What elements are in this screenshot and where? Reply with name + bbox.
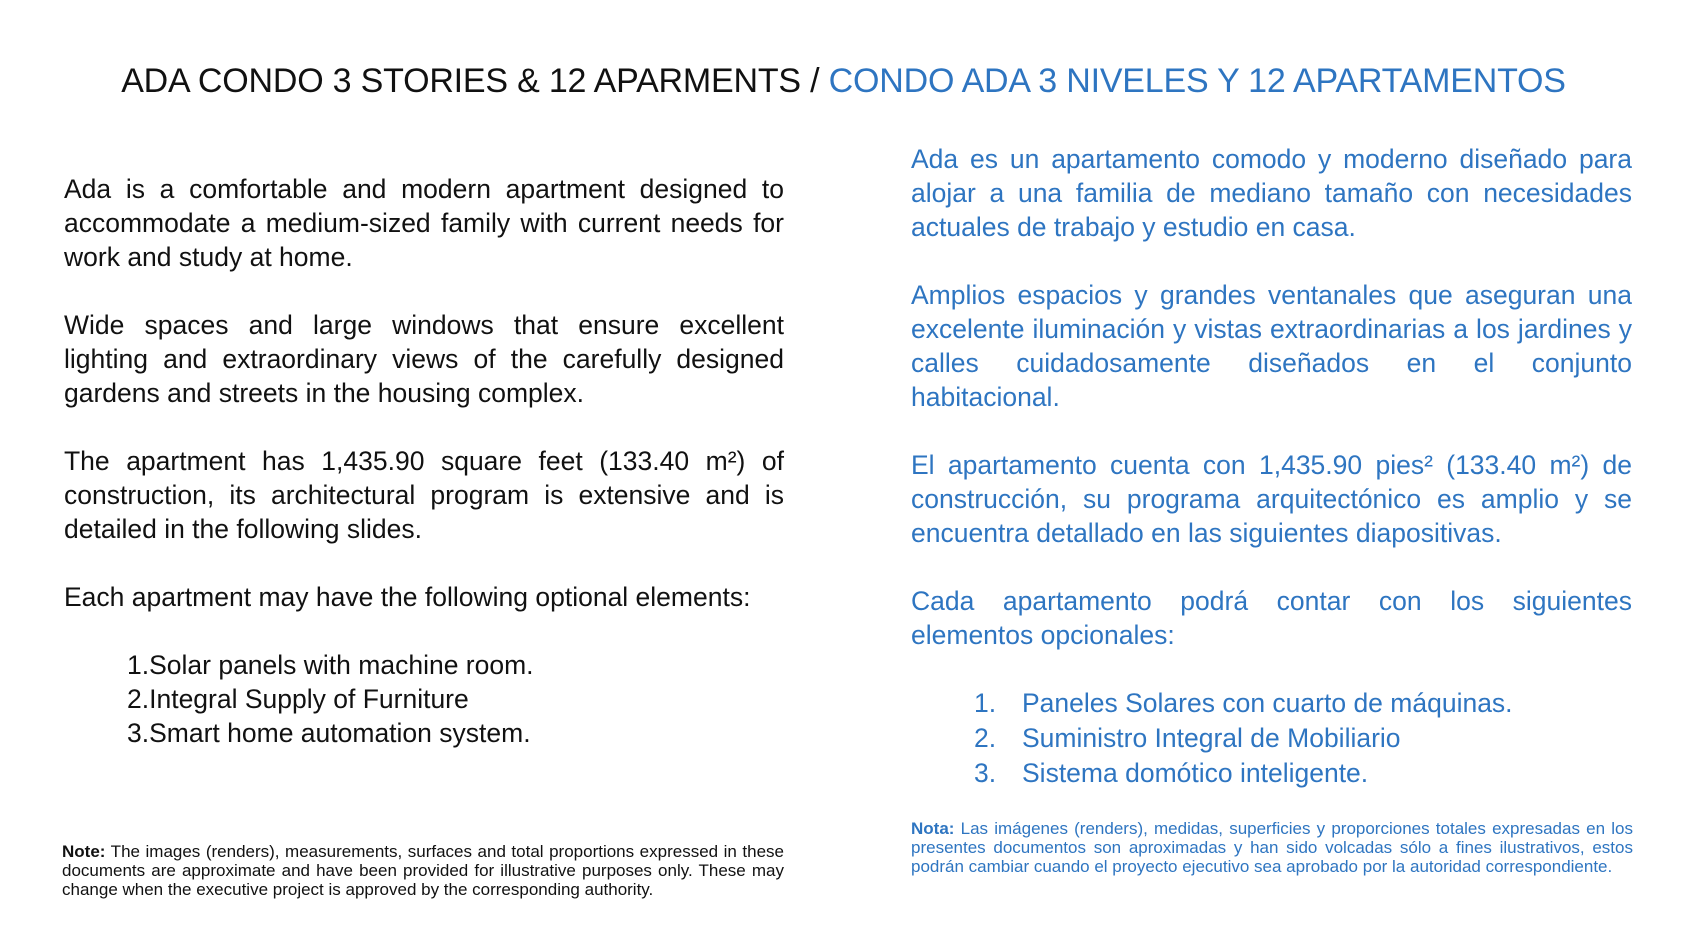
es-paragraph-intro: Ada es un apartamento comodo y moderno diseñado para alojar a una familia de mediano tamaño con necesidades actuales de trabajo y estudio en casa. — [911, 144, 1632, 242]
list-item: 1.Solar panels with machine room. — [127, 650, 534, 680]
en-note-label: Note: — [62, 842, 106, 861]
list-number: 2. — [974, 723, 997, 753]
es-note-label: Nota: — [911, 819, 955, 838]
en-paragraph-intro: Ada is a comfortable and modern apartment designed to accommodate a medium-sized family with current needs for work and study at home. — [64, 174, 784, 272]
es-disclaimer-note — [911, 819, 1633, 876]
title-spanish: CONDO ADA 3 NIVELES Y 12 APARTAMENTOS — [828, 62, 1566, 100]
list-number: 1. — [974, 688, 997, 718]
list-text: Paneles Solares con cuarto de máquinas. — [1022, 688, 1513, 718]
en-paragraph-spaces: Wide spaces and large windows that ensure excellent lighting and extraordinary views of the carefully designed gardens and streets in the housing complex. — [64, 310, 784, 408]
es-note-text: Las imágenes (renders), medidas, superficies y proporciones totales expresadas en los presentes documentos son aproximadas y han sido volcadas sólo a fines ilustrativos, estos podrán cambiar cuando el proyecto ejecutivo sea aprobado por la autoridad correspondiente. — [911, 819, 1633, 876]
list-text: Suministro Integral de Mobiliario — [1022, 723, 1401, 753]
en-disclaimer-note — [62, 842, 784, 899]
list-item: 2.Integral Supply of Furniture — [127, 684, 469, 714]
list-text: Sistema domótico inteligente. — [1022, 758, 1369, 788]
english-column — [64, 172, 784, 784]
page-title — [0, 62, 1687, 101]
list-item: 3.Smart home automation system. — [127, 718, 531, 748]
list-item — [974, 721, 1632, 756]
list-item — [974, 686, 1632, 721]
es-optional-list — [974, 686, 1632, 791]
list-item — [974, 756, 1632, 791]
title-english: ADA CONDO 3 STORIES & 12 APARMENTS — [121, 62, 801, 100]
en-paragraph-optional: Each apartment may have the following optional elements: — [64, 582, 751, 612]
es-paragraph-optional: Cada apartamento podrá contar con los siguientes elementos opcionales: — [911, 586, 1632, 650]
es-paragraph-area: El apartamento cuenta con 1,435.90 pies² (133.40 m²) de construcción, su programa arquitectónico es amplio y se encuentra detallado en las siguientes diapositivas. — [911, 450, 1632, 548]
list-number: 3. — [974, 758, 997, 788]
es-paragraph-spaces: Amplios espacios y grandes ventanales que aseguran una excelente iluminación y vistas extraordinarias a los jardines y calles cuidadosamente diseñados en el conjunto habitacional. — [911, 280, 1632, 412]
title-separator: / — [800, 62, 829, 100]
en-note-text: The images (renders), measurements, surfaces and total proportions expressed in these documents are approximate and have been provided for illustrative purposes only. These may change when the executive project is approved by the corresponding authority. — [62, 842, 784, 899]
spanish-column — [911, 142, 1632, 825]
en-optional-list — [127, 648, 784, 750]
en-paragraph-area: The apartment has 1,435.90 square feet (133.40 m²) of construction, its architectural program is extensive and is detailed in the following slides. — [64, 446, 784, 544]
